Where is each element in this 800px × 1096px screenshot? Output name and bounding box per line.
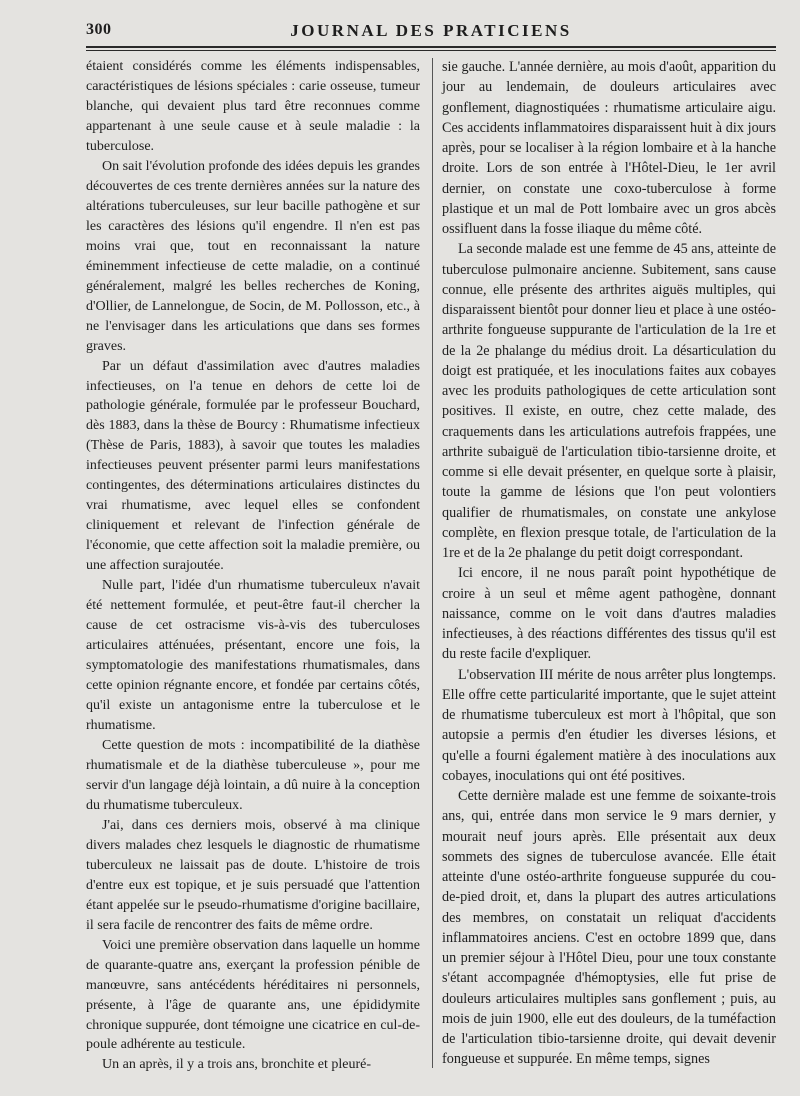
paragraph: sie gauche. L'année dernière, au mois d'août, apparition du jour au lendemain, de douleurs articulaires avec gonflement, diagnostiquées : rhumatisme articulaire aigu. Ces accidents inflammatoires disparaissent huit à dix jours après, pour se localiser à la région lombaire et à la hanche droite. Lors de son entrée à l'Hôtel-Dieu, le 1er avril dernier, on constate une coxo-tuberculose à forme plastique et un mal de Pott lombaire avec un gros abcès ossifluent dans la fosse iliaque du même côté.: [442, 59, 776, 237]
paragraph: L'observation III mérite de nous arrêter plus longtemps. Elle offre cette particularité importante, que le sujet atteint de rhumatisme tuberculeux est mort à l'hôpital, que son autopsie a permis d'en étudier les diverses lésions, et qu'elle a fourni également matière à des inoculations aux cobayes, inoculations qui ont été positives.: [442, 666, 776, 784]
header-rule-thin: [86, 50, 776, 51]
journal-title: JOURNAL DES PRATICIENS: [290, 21, 572, 40]
paragraph: Cette dernière malade est une femme de soixante-trois ans, qui, entrée dans mon service le 9 mars dernier, y mourait neuf jours après. Elle présentait aux deux sommets des signes de tuberculose avancée. Elle était atteinte d'une ostéo-arthrite fongueuse suppurée du cou-de-pied droit, et, dans la plupart des autres articulations des membres, on constatait un reliquat d'accidents inflammatoires anciens. C'est en octobre 1899 que, dans un premier séjour à l'Hôtel Dieu, pour une toux constante s'étant accompagnée d'hémoptysies, elle fut prise de douleurs articulaires multiples sans gonflement ; puis, au mois de juin 1900, elle eut des douleurs, de la tuméfaction de l'articulation tibio-tarsienne droite, qui devait devenir fongueuse et suppurée. En même temps, signes: [442, 788, 776, 1068]
paragraph: J'ai, dans ces derniers mois, observé à ma clinique divers malades chez lesquels le diagnostic de rhumatisme tuberculeux ne laissait pas de doute. L'histoire de trois d'entre eux est topique, et je suis persuadé que l'attention étant appelée sur le pseudo-rhumatisme d'origine bacillaire, il sera facile de rencontrer des faits de même ordre.: [86, 817, 420, 933]
paragraph: Nulle part, l'idée d'un rhumatisme tuberculeux n'avait été nettement formulée, et peut-être faut-il chercher la cause de cet ostracisme vis-à-vis des tuberculoses articulaires atténuées, présentant, encore une fois, la symptomatologie des manifestations rhumatismales, dans cette opinion régnante encore, et fondée par certains côtés, qu'il existe un antagonisme entre la tuberculose et le rhumatisme.: [86, 578, 420, 733]
paragraph: Par un défaut d'assimilation avec d'autres maladies infectieuses, on l'a tenue en dehors de cette loi de pathologie générale, formulée par le professeur Bouchard, dès 1883, dans la thèse de Bourcy : Rhumatisme infectieux (Thèse de Paris, 1883), à savoir que toutes les maladies infectieuses peuvent présenter parmi leurs manifestations contingentes, des déterminations articulaires distinctes du vrai rhumatisme, avec lequel elles se confondent cliniquement et relevant de l'infection générale de l'économie, que cette affection soit la maladie première, ou une affection surajoutée.: [86, 358, 420, 574]
paragraph: Voici une première observation dans laquelle un homme de quarante-quatre ans, exerçant la profession pénible de manœuvre, sans antécédents héréditaires ni personnels, présente, à l'âge de quarante ans, une épididymite chronique suppurée, dont témoigne une cicatrice en cul-de-poule adhérente au testicule.: [86, 937, 420, 1053]
paragraph: étaient considérés comme les éléments indispensables, caractéristiques de lésions spéciales : carie osseuse, tumeur blanche, qui devaient plus tard être reconnues comme appartenant à une seule cause et à seule maladie : la tuberculose.: [86, 59, 420, 154]
paragraph: La seconde malade est une femme de 45 ans, atteinte de tuberculose pulmonaire ancienne. Subitement, sans cause connue, elle présente des arthrites aiguës multiples, qui disparaissent bientôt pour donner lieu et place à une ostéo-arthrite fongueuse suppurante de l'articulation de la 1re et de la 2e phalange du médius droit. La désarticulation du doigt est pratiquée, et les inoculations faites aux cobayes avec les produits pathologiques de cette articulation sont positives. Il existe, en outre, chez cette malade, des craquements dans les articulations autrefois frappées, une arthrite subaiguë de l'articulation tibio-tarsienne droite, et comme si elle devait présenter, en quelque sorte à plaisir, toute la gamme de lésions que l'on peut volontiers qualifier de rhumatismales, on constate une ankylose complète, en flexion presque totale, de l'articulation de la 1re et de la 2e phalange du petit doigt correspondant.: [442, 241, 776, 561]
right-column: [442, 57, 776, 1070]
left-column: [86, 57, 420, 1075]
paragraph: Ici encore, il ne nous paraît point hypothétique de croire à un seul et même agent pathogène, donnant naissance, comme on le voit dans d'autres maladies infectieuses, à des réactions différentes des tissus qu'il est du reste facile d'expliquer.: [442, 565, 776, 663]
paragraph: On sait l'évolution profonde des idées depuis les grandes découvertes de ces trente dernières années sur la nature des altérations tuberculeuses, sur leur bacille pathogène et sur les caractères des lésions qu'il engendre. Il n'en est pas moins vrai que, tout en reconnaissant la nature éminemment infectieuse de cette maladie, on a continué généralement, malgré les belles recherches de Koning, d'Ollier, de Lannelongue, de Socin, de M. Pollosson, etc., à ne l'envisager dans les articulations que dans ses formes graves.: [86, 158, 420, 354]
header-rule: [86, 46, 776, 48]
page-header: [86, 20, 776, 44]
paragraph: Cette question de mots : incompatibilité de la diathèse rhumatismale et de la diathèse tuberculeuse », pour me servir d'un langage déjà lointain, a dû nuire à la conception du rhumatisme tuberculeux.: [86, 737, 420, 813]
paragraph: Un an après, il y a trois ans, bronchite et pleuré-: [102, 1057, 372, 1073]
column-divider: [432, 58, 433, 1068]
page-number: 300: [86, 21, 112, 38]
